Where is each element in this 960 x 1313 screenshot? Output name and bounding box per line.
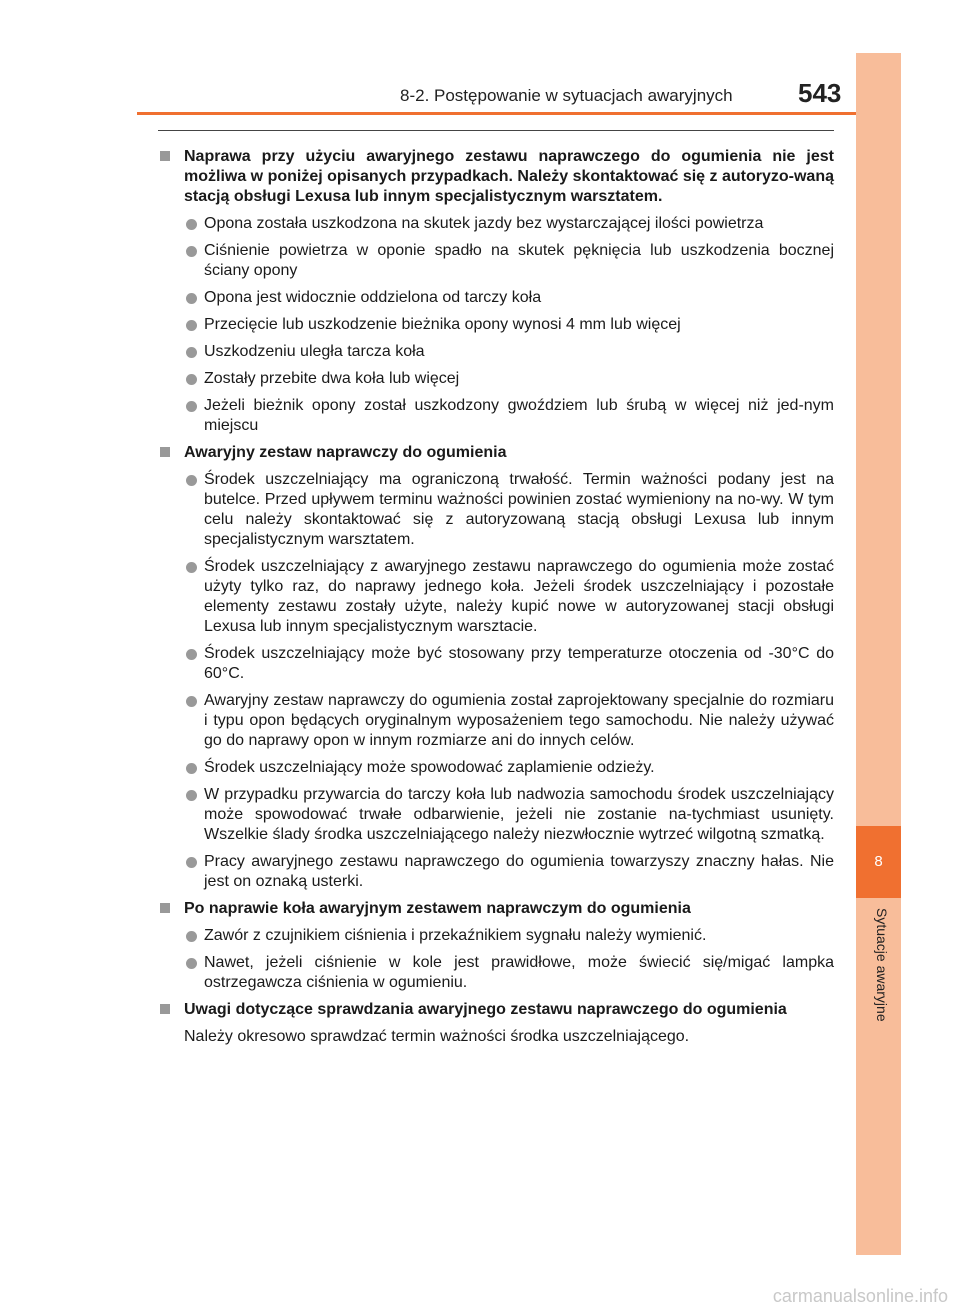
list-item	[158, 214, 834, 234]
circle-bullet-icon	[186, 374, 197, 385]
list-item	[158, 758, 834, 778]
list-item	[158, 557, 834, 637]
chapter-number-box: 8	[856, 826, 901, 898]
section-kit-checks	[158, 1000, 834, 1047]
list-item	[158, 315, 834, 335]
circle-bullet-icon	[186, 857, 197, 868]
header-rule	[137, 112, 856, 115]
section-body-text: Należy okresowo sprawdzać termin ważności środka uszczelniającego.	[184, 1028, 690, 1045]
section-after-repair	[158, 899, 834, 993]
list-item-text: Opona została uszkodzona na skutek jazdy bez wystarczającej ilości powietrza	[204, 215, 764, 232]
list-item	[158, 852, 834, 892]
circle-bullet-icon	[186, 649, 197, 660]
watermark: carmanualsonline.info	[772, 1286, 948, 1306]
square-bullet-icon	[160, 151, 170, 161]
list-item-text: Środek uszczelniający może być stosowany przy temperaturze otoczenia od -30°C do 60°C.	[204, 645, 834, 682]
list-item	[158, 470, 834, 550]
list-item-text: Środek uszczelniający z awaryjnego zestawu naprawczego do ogumienia może zostać użyty tylko raz, do naprawy jednego koła. Jeżeli środek uszczelniający i pozostałe elementy zestawu zostały użyte, należy kupić nowe w autoryzowanej stacji obsługi Lexusa lub innym specjalistycznym warsztacie.	[204, 558, 834, 635]
list-item-text: Jeżeli bieżnik opony został uszkodzony gwoździem lub śrubą w więcej niż jed-nym miejscu	[204, 397, 834, 434]
circle-bullet-icon	[186, 293, 197, 304]
list-item-text: Nawet, jeżeli ciśnienie w kole jest prawidłowe, może świecić się/migać lampka ostrzegawcza ciśnienia w ogumieniu.	[204, 954, 834, 991]
list-item-text: Zawór z czujnikiem ciśnienia i przekaźnikiem sygnału należy wymienić.	[204, 927, 707, 944]
list-item	[158, 288, 834, 308]
list-item	[158, 644, 834, 684]
list-item	[158, 691, 834, 751]
square-bullet-icon	[160, 447, 170, 457]
section-repair-kit	[158, 443, 834, 892]
circle-bullet-icon	[186, 401, 197, 412]
section-heading	[158, 1000, 834, 1020]
page-header-title: 8-2. Postępowanie w sytuacjach awaryjnych	[400, 86, 733, 105]
list-item-text: Zostały przebite dwa koła lub więcej	[204, 370, 460, 387]
section-heading-text: Awaryjny zestaw naprawczy do ogumienia	[184, 444, 507, 461]
circle-bullet-icon	[186, 562, 197, 573]
list-item-text: Pracy awaryjnego zestawu naprawczego do ogumienia towarzyszy znaczny hałas. Nie jest on oznaką usterki.	[204, 853, 834, 890]
section-heading	[158, 443, 834, 463]
section-heading-text: Uwagi dotyczące sprawdzania awaryjnego zestawu naprawczego do ogumienia	[184, 1001, 787, 1018]
section-heading-text: Naprawa przy użyciu awaryjnego zestawu naprawczego do ogumienia nie jest możliwa w poniżej opisanych przypadkach. Należy skontaktować się z autoryzo-waną stacją obsługi Lexusa lub innym specjalistycznym warsztatem.	[184, 148, 834, 205]
square-bullet-icon	[160, 1004, 170, 1014]
chapter-side-tab	[856, 53, 901, 1255]
list-item	[158, 369, 834, 389]
list-item-text: Ciśnienie powietrza w oponie spadło na skutek pęknięcia lub uszkodzenia bocznej ściany opony	[204, 242, 834, 279]
list-item-text: W przypadku przywarcia do tarczy koła lub nadwozia samochodu środek uszczelniający może spowodować trwałe odbarwienie, jeżeli nie zostanie na-tychmiast usunięty. Wszelkie ślady środka uszczelniającego należy niezwłocznie wytrzeć wilgotną szmatką.	[204, 786, 834, 843]
square-bullet-icon	[160, 903, 170, 913]
circle-bullet-icon	[186, 958, 197, 969]
list-item-text: Przecięcie lub uszkodzenie bieżnika opony wynosi 4 mm lub więcej	[204, 316, 681, 333]
circle-bullet-icon	[186, 219, 197, 230]
section-heading	[158, 899, 834, 919]
list-item	[158, 241, 834, 281]
page-number: 543	[798, 78, 842, 108]
circle-bullet-icon	[186, 696, 197, 707]
section-heading	[158, 147, 834, 207]
circle-bullet-icon	[186, 763, 197, 774]
circle-bullet-icon	[186, 790, 197, 801]
chapter-side-label: Sytuacje awaryjne	[874, 908, 890, 1022]
section-heading-text: Po naprawie koła awaryjnym zestawem naprawczym do ogumienia	[184, 900, 691, 917]
list-item-text: Opona jest widocznie oddzielona od tarczy koła	[204, 289, 542, 306]
circle-bullet-icon	[186, 246, 197, 257]
list-item	[158, 785, 834, 845]
list-item	[158, 953, 834, 993]
circle-bullet-icon	[186, 347, 197, 358]
list-item-text: Środek uszczelniający ma ograniczoną trwałość. Termin ważności podany jest na butelce. Przed upływem terminu ważności powinien zostać wymieniony na no-wy. W tym celu należy skontaktować się z autoryzowaną stacją obsługi Lexusa lub innym specjalistycznym warsztatem.	[204, 471, 834, 548]
section-repair-not-possible	[158, 147, 834, 436]
list-item	[158, 342, 834, 362]
content-top-rule	[158, 130, 834, 131]
list-item-text: Uszkodzeniu uległa tarcza koła	[204, 343, 425, 360]
list-item	[158, 396, 834, 436]
page-content	[158, 147, 834, 1054]
list-item-text: Środek uszczelniający może spowodować zaplamienie odzieży.	[204, 759, 655, 776]
circle-bullet-icon	[186, 931, 197, 942]
list-item-text: Awaryjny zestaw naprawczy do ogumienia został zaprojektowany specjalnie do rozmiaru i typu opon będących oryginalnym wyposażeniem tego samochodu. Nie należy używać go do naprawy opon w innym rozmiarze ani do innych celów.	[204, 692, 834, 749]
circle-bullet-icon	[186, 320, 197, 331]
circle-bullet-icon	[186, 475, 197, 486]
list-item	[158, 926, 834, 946]
